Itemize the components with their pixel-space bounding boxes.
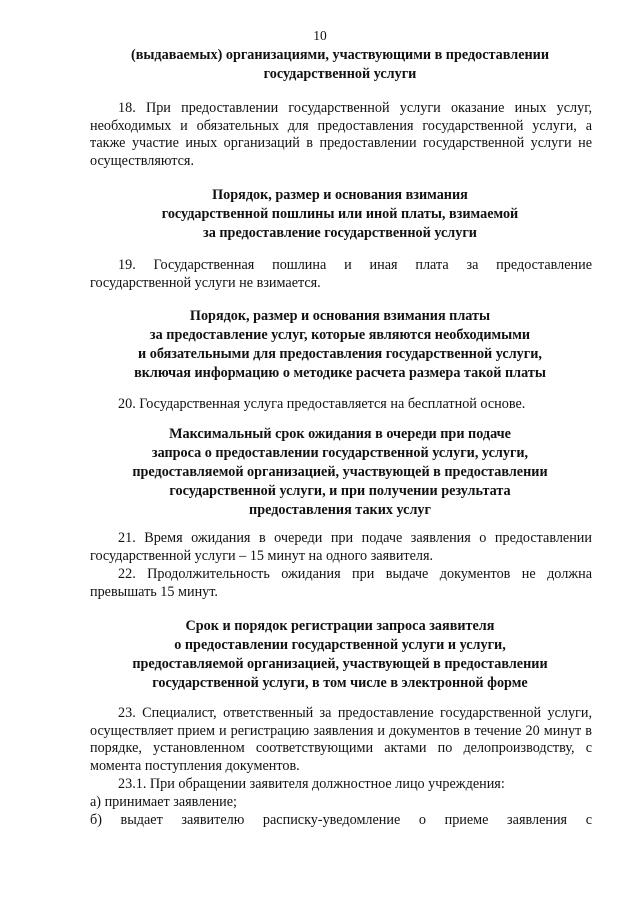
section-heading-waiting-time — [90, 425, 590, 520]
list-item-a: а) принимает заявление; — [90, 794, 237, 810]
paragraph-23-1: 23.1. При обращении заявителя должностное лицо учреждения: — [118, 776, 505, 792]
heading-line: Максимальный срок ожидания в очереди при подаче — [169, 426, 511, 442]
heading-line: государственной услуги — [263, 66, 417, 82]
heading-line: государственной пошлины или иной платы, взимаемой — [161, 206, 519, 222]
heading-line: и обязательными для предоставления государственной услуги, — [138, 346, 542, 362]
heading-line: о предоставлении государственной услуги и услуги, — [174, 637, 506, 653]
section-heading-state-fee — [90, 186, 590, 243]
heading-line: государственной услуги, и при получении результата — [169, 483, 511, 499]
heading-line: предоставляемой организацией, участвующей в предоставлении — [132, 464, 548, 480]
paragraph-20: 20. Государственная услуга предоставляется на бесплатной основе. — [118, 396, 526, 412]
list-item-b: б) выдает заявителю расписку-уведомление о приеме заявления с — [90, 812, 592, 828]
paragraph-22: 22. Продолжительность ожидания при выдаче документов не должна превышать 15 минут. — [90, 566, 592, 600]
heading-line: (выдаваемых) организациями, участвующими в предоставлении — [130, 47, 550, 63]
paragraph-21: 21. Время ожидания в очереди при подаче заявления о предоставлении государственной услуги – 15 минут на одного заявителя. — [90, 530, 592, 564]
section-heading-continuation — [90, 46, 590, 84]
heading-line: Срок и порядок регистрации запроса заявителя — [185, 618, 495, 634]
heading-line: государственной услуги, в том числе в электронной форме — [152, 675, 528, 691]
heading-line: включая информацию о методике расчета размера такой платы — [134, 365, 546, 381]
heading-line: Порядок, размер и основания взимания — [212, 187, 468, 203]
heading-line: Порядок, размер и основания взимания платы — [189, 308, 491, 324]
section-heading-services-fee — [90, 307, 590, 383]
page-number: 10 — [313, 28, 327, 43]
heading-line: запроса о предоставлении государственной услуги, услуги, — [151, 445, 529, 461]
paragraph-19: 19. Государственная пошлина и иная плата за предоставление государственной услуги не взимается. — [90, 257, 592, 291]
paragraph-18: 18. При предоставлении государственной услуги оказание иных услуг, необходимых и обязательных для предоставления государственной услуги, а также участие иных организаций в предоставлении государственной услуги не осуществляются. — [90, 100, 592, 169]
heading-line: предоставления таких услуг — [249, 502, 431, 518]
heading-line: за предоставление государственной услуги — [203, 225, 477, 241]
paragraph-23: 23. Специалист, ответственный за предоставление государственной услуги, осуществляет прием и регистрацию заявления и документов в течение 20 минут в порядке, установленном соответствующими актами по делопроизводству, с момента поступления документов. — [90, 705, 592, 774]
heading-line: предоставляемой организацией, участвующей в предоставлении — [132, 656, 548, 672]
heading-line: за предоставление услуг, которые являются необходимыми — [149, 327, 531, 343]
section-heading-registration — [90, 617, 590, 693]
